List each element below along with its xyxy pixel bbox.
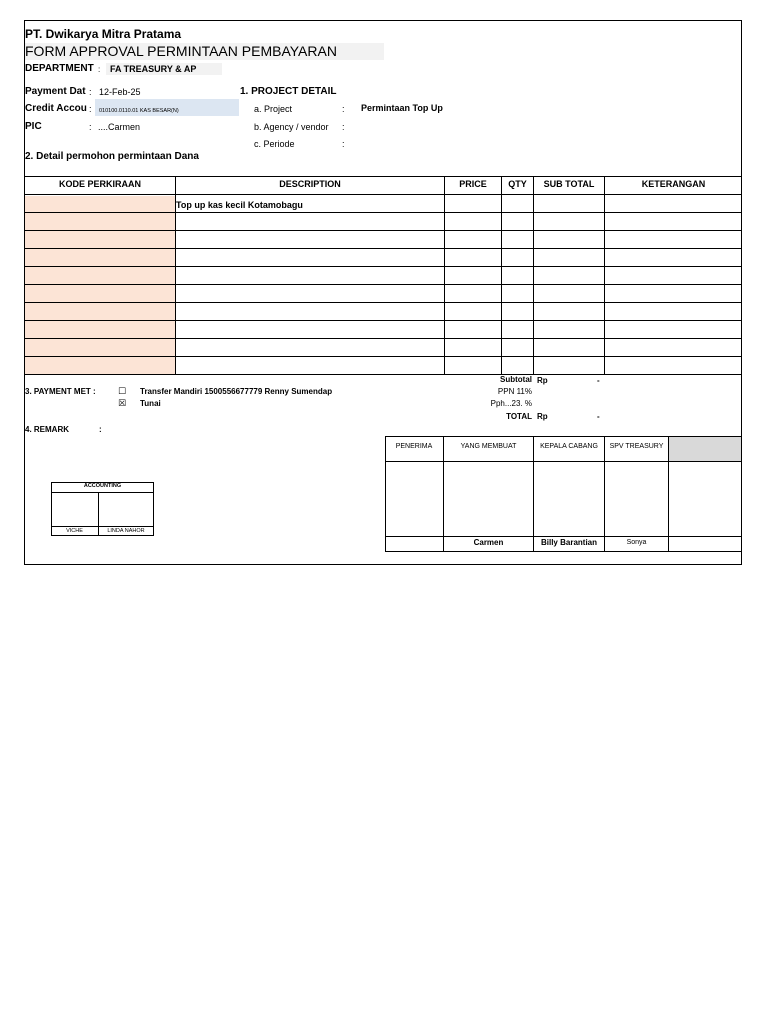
company-name: PT. Dwikarya Mitra Pratama: [25, 27, 182, 41]
pic-label: PIC: [25, 121, 42, 132]
approval-header-empty-fill: [669, 437, 741, 461]
project-label: a. Project: [254, 104, 293, 114]
approval-header-yang-membuat: YANG MEMBUAT: [460, 443, 517, 450]
subtotal-currency: Rp: [537, 376, 548, 385]
subtotal-label: Subtotal: [500, 375, 532, 384]
period-colon: :: [342, 139, 345, 149]
pic-colon: :: [89, 122, 92, 132]
approval-header-penerima: PENERIMA: [395, 443, 433, 450]
project-colon: :: [342, 104, 345, 114]
ppn-label: PPN 11%: [497, 387, 532, 396]
header-price: PRICE: [459, 179, 487, 189]
payment-option2-text: Tunai: [140, 399, 161, 408]
credit-account-value: 010100.0110.01 KAS BESAR(N): [99, 108, 179, 114]
payment-option2-checkbox[interactable]: ☒: [118, 398, 127, 408]
total-label: TOTAL: [506, 412, 532, 421]
project-value: Permintaan Top Up: [361, 103, 443, 113]
header-subtotal: SUB TOTAL: [543, 179, 595, 189]
department-value: FA TREASURY & AP: [110, 64, 197, 74]
payment-method-label: 3. PAYMENT MET :: [25, 387, 96, 396]
total-value: -: [597, 412, 600, 421]
header-description: DESCRIPTION: [279, 179, 341, 189]
pph-label: Pph...23. %: [490, 399, 532, 408]
table-row-1-description: Top up kas kecil Kotamobagu: [176, 200, 303, 210]
department-colon: :: [98, 65, 101, 74]
period-label: c. Periode: [254, 139, 295, 149]
subtotal-value: -: [597, 376, 600, 385]
payment-date-value: 12-Feb-25: [99, 87, 141, 97]
form-title: FORM APPROVAL PERMINTAAN PEMBAYARAN: [25, 43, 337, 59]
credit-account-label: Credit Accou: [25, 103, 87, 114]
approval-name-kepala-cabang: Billy Barantian: [540, 538, 597, 547]
payment-option1-checkbox[interactable]: ☐: [118, 386, 127, 396]
agency-colon: :: [342, 122, 345, 132]
detail-title: 2. Detail permohon permintaan Dana: [25, 151, 199, 162]
payment-date-label: Payment Dat: [25, 86, 86, 97]
header-kode: KODE PERKIRAAN: [58, 179, 141, 189]
department-label: DEPARTMENT: [25, 63, 94, 74]
payment-option1-text: Transfer Mandiri 1500556677779 Renny Sumendap: [140, 387, 333, 396]
pic-value: ....Carmen: [98, 122, 141, 132]
approval-name-spv-treasury: Sonya: [626, 539, 647, 546]
remark-colon: :: [99, 425, 102, 434]
total-currency: Rp: [537, 412, 548, 421]
project-detail-title: 1. PROJECT DETAIL: [240, 86, 337, 97]
approval-name-yang-membuat: Carmen: [473, 538, 504, 547]
accounting-title: ACCOUNTING: [83, 483, 122, 489]
payment-date-colon: :: [89, 87, 92, 97]
header-qty: QTY: [508, 179, 527, 189]
remark-label: 4. REMARK: [25, 425, 70, 434]
accounting-sign-1: VICHE: [66, 528, 83, 534]
approval-header-spv-treasury: SPV TREASURY: [609, 443, 664, 450]
accounting-sign-2: LINDA NAHOR: [107, 528, 145, 534]
credit-account-colon: :: [89, 104, 92, 114]
agency-label: b. Agency / vendor: [254, 122, 329, 132]
header-keterangan: KETERANGAN: [641, 179, 706, 189]
approval-header-kepala-cabang: KEPALA CABANG: [540, 443, 598, 450]
